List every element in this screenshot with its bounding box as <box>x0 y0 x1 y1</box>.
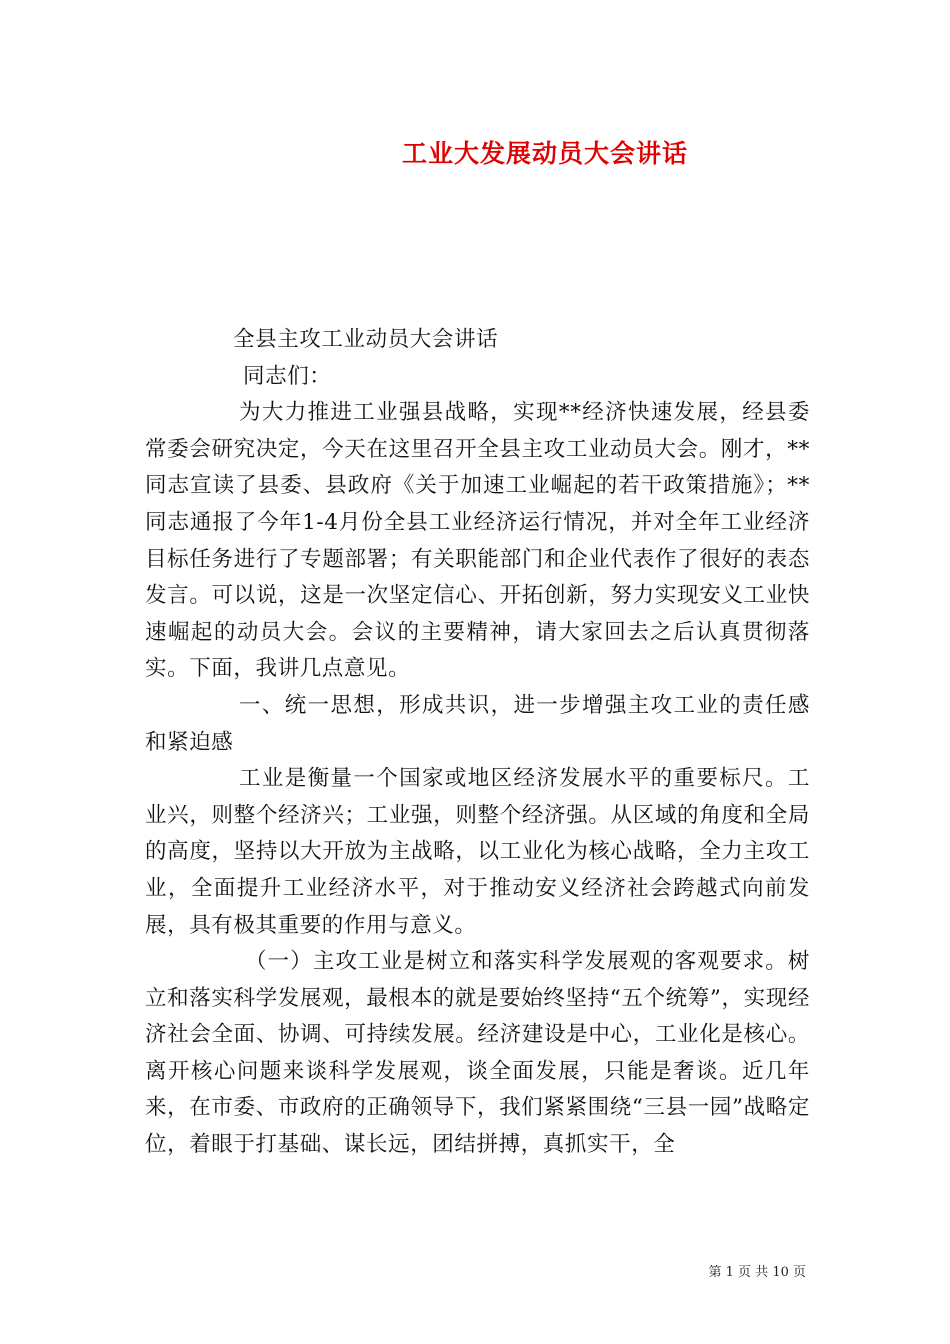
salutation: 同志们： <box>243 363 332 389</box>
paragraph-subsection-1: （一）主攻工业是树立和落实科学发展观的客观要求。树立和落实科学发展观，最根本的就是要始终坚持“五个统筹”，实现经济社会全面、协调、可持续发展。经济建设是中心，工业化是核心。离开核心问题来谈科学发展观，谈全面发展，只能是奢谈。近几年来，在市委、市政府的正确领导下，我们紧紧围绕“三县一园”战略定位，着眼于打基础、谋长远，团结拼搏，真抓实干，全 <box>145 949 810 1158</box>
document-title: 工业大发展动员大会讲话 <box>401 139 688 168</box>
page-number: 第 1 页 共 10 页 <box>708 1265 806 1280</box>
paragraph-intro: 为大力推进工业强县战略，实现**经济快速发展，经县委常委会研究决定，今天在这里召开全县主攻工业动员大会。刚才，**同志宣读了县委、县政府《关于加速工业崛起的若干政策措施》；**同志通报了今年1-4月份全县工业经济运行情况，并对全年工业经济目标任务进行了专题部署；有关职能部门和企业代表作了很好的表态发言。可以说，这是一次坚定信心、开拓创新，努力实现安义工业快速崛起的动员大会。会议的主要精神，请大家回去之后认真贯彻落实。下面，我讲几点意见。 <box>145 400 810 682</box>
section-heading-1: 一、统一思想，形成共识，进一步增强主攻工业的责任感和紧迫感 <box>145 692 810 755</box>
speech-subtitle: 全县主攻工业动员大会讲话 <box>233 327 499 352</box>
paragraph-industry: 工业是衡量一个国家或地区经济发展水平的重要标尺。工业兴，则整个经济兴；工业强，则整个经济强。从区域的角度和全局的高度，坚持以大开放为主战略，以工业化为核心战略，全力主攻工业，全面提升工业经济水平，对于推动安义经济社会跨越式向前发展，具有极其重要的作用与意义。 <box>145 766 810 938</box>
document-body <box>145 322 810 1164</box>
